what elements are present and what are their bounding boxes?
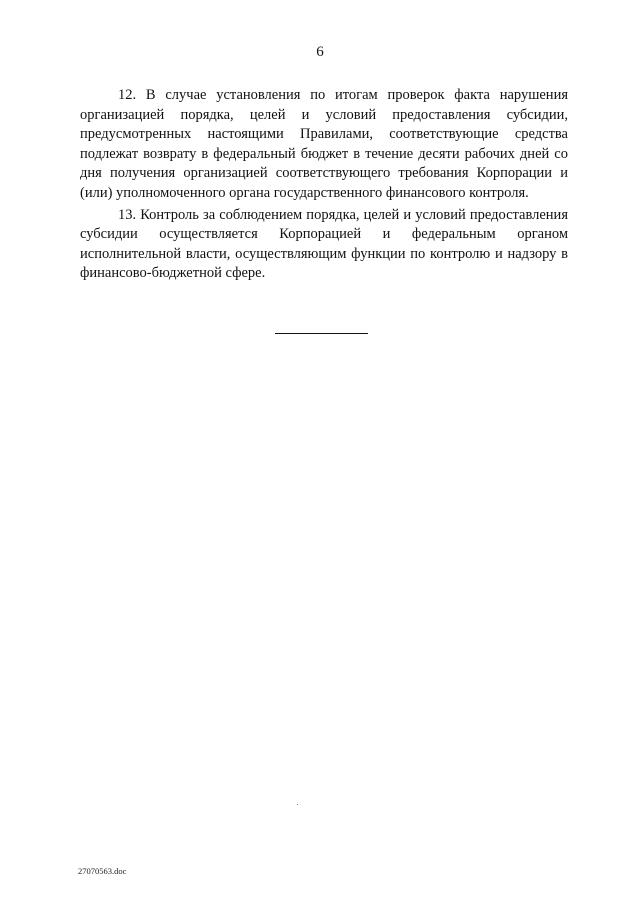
paragraph-12: 12. В случае установления по итогам проверок факта нарушения организацией порядка, целей и условий предоставления субсидии, предусмотренных настоящими Правилами, соответствующие средства подлежат возврату в федеральный бюджет в течение десяти рабочих дней со дня получения организацией соответствующего требования Корпорации и (или) уполномоченного органа государственного финансового контроля. (80, 87, 568, 201)
document-body (80, 86, 568, 284)
end-separator-line (275, 333, 368, 334)
footer-file-code: 27070563.doc (78, 866, 127, 876)
scan-speck (297, 804, 298, 805)
paragraph-13: 13. Контроль за соблюдением порядка, целей и условий предоставления субсидии осуществляется Корпорацией и федеральным органом исполнительной власти, осуществляющим функции по контролю и надзору в финансово-бюджетной сфере. (80, 206, 568, 282)
page-number: 6 (316, 44, 324, 60)
